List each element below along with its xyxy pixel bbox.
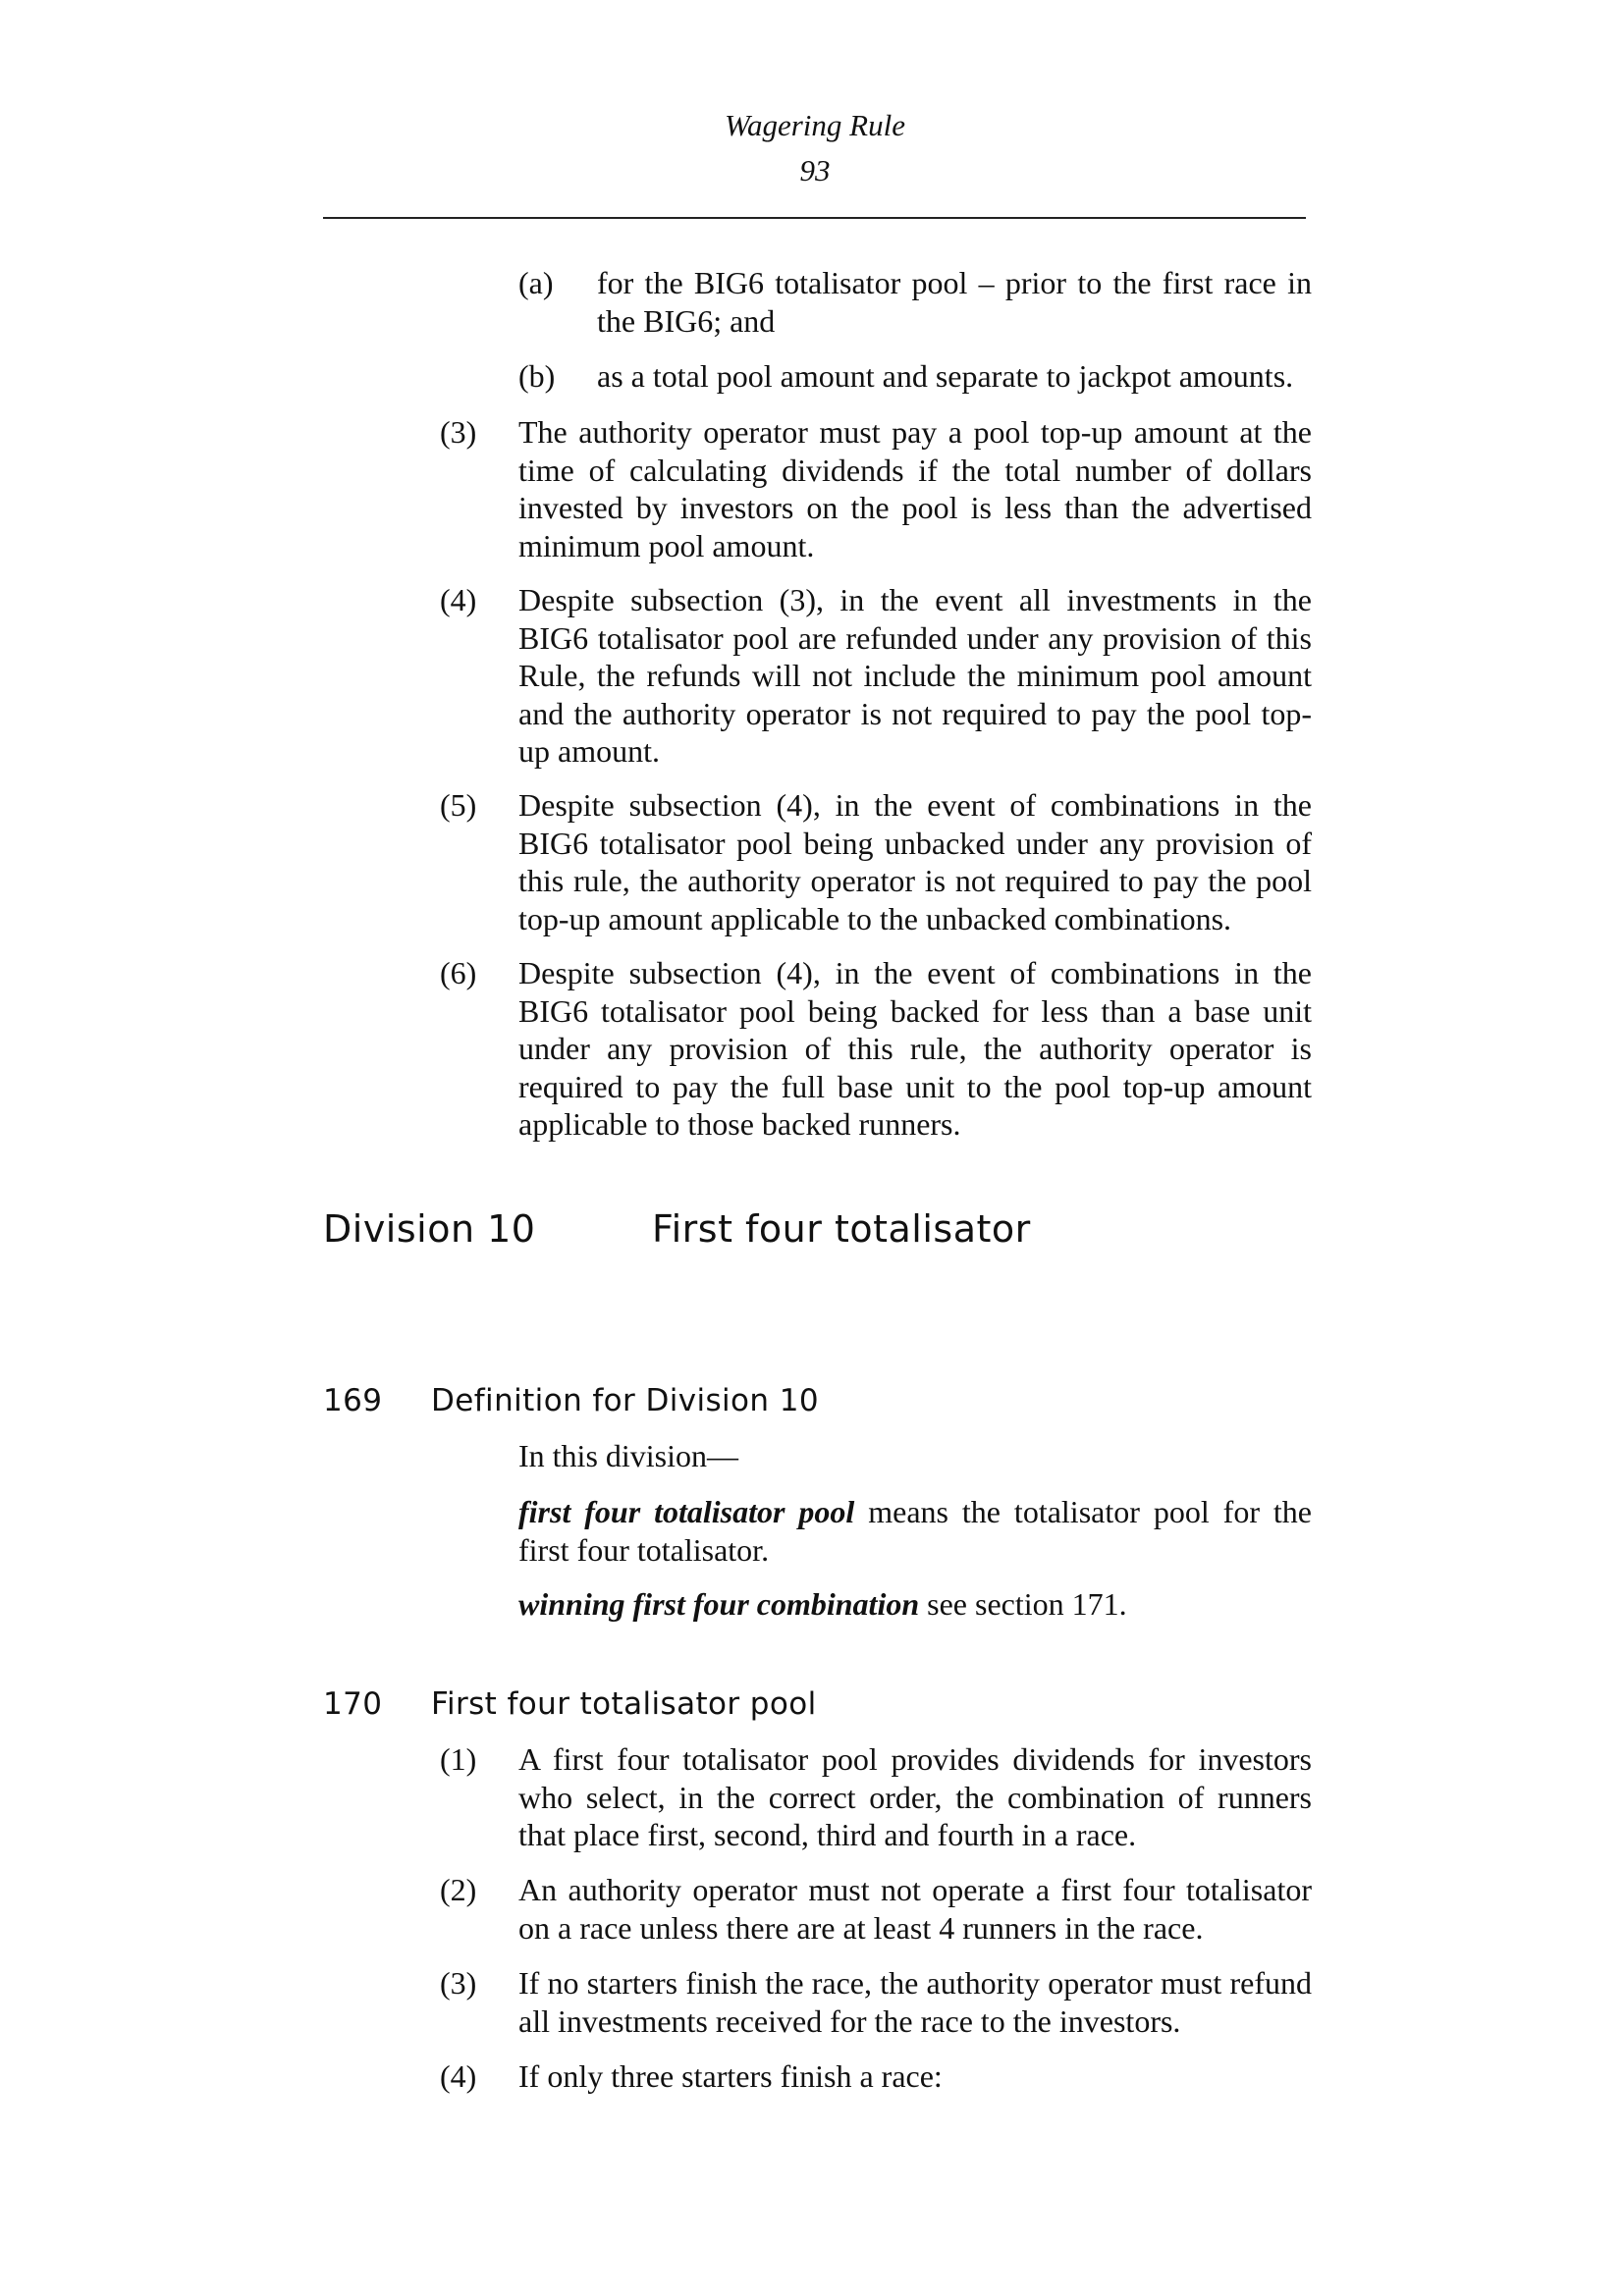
paragraph-label: (b) [518,358,556,394]
subsection-text: Despite subsection (3), in the event all investments in the BIG6 totalisator pool are refunded under any provision of this Rule, the refunds will not include the minimum pool amount and the authority operator is not required to pay the pool top-up amount. [518,582,1312,769]
subsection-label: (6) [440,955,477,990]
defined-term: first four totalisator pool [518,1494,855,1529]
section-title: Definition for Division 10 [431,1383,819,1418]
subsection-text: Despite subsection (4), in the event of combinations in the BIG6 totalisator pool being backed for less than a base unit under any provision of this rule, the authority operator is required to pay the full base unit to the pool top-up amount applicable to those backed runners. [518,955,1312,1142]
page-number: 93 [799,153,831,187]
page-title: Wagering Rule [725,108,905,142]
subsection-text: A first four totalisator pool provides dividends for investors who select, in the correct order, the combination of runners that place first, second, third and fourth in a race. [518,1741,1312,1852]
paragraph-text: as a total pool amount and separate to jackpot amounts. [597,358,1294,394]
subsection-label: (1) [440,1741,477,1777]
subsection-text: The authority operator must pay a pool top-up amount at the time of calculating dividends if the total number of dollars invested by investors on the pool is less than the advertised minimum pool amount. [518,414,1312,563]
subsection-text: Despite subsection (4), in the event of combinations in the BIG6 totalisator pool being unbacked under any provision of this rule, the authority operator is not required to pay the pool top-up amount applicable to the unbacked combinations. [518,787,1312,936]
header-divider [323,217,1306,219]
definition-text: means the totalisator pool for the first four totalisator. [518,1494,1313,1568]
definition-text: see section 171. [919,1586,1127,1622]
subsection-label: (3) [440,414,477,450]
subsection-text: If only three starters finish a race: [518,2058,943,2094]
paragraph-label: (a) [518,265,554,300]
subsection-label: (4) [440,582,477,617]
paragraph-text: for the BIG6 totalisator pool – prior to the first race in the BIG6; and [597,265,1312,339]
subsection-label: (5) [440,787,477,823]
subsection-text: An authority operator must not operate a first four totalisator on a race unless there are at least 4 runners in the race. [518,1872,1312,1946]
subsection-text: If no starters finish the race, the authority operator must refund all investments received for the race to the investors. [518,1965,1312,2039]
definition-entry [518,1585,1312,1624]
subsection-label: (3) [440,1965,477,2001]
subsection-label: (2) [440,1872,477,1907]
section-number: 169 [323,1383,383,1418]
subsection-label: (4) [440,2058,477,2094]
definition-intro: In this division— [518,1438,739,1473]
section-number: 170 [323,1686,383,1722]
division-number: Division 10 [323,1207,536,1251]
division-title: First four totalisator [652,1207,1031,1251]
definition-entry [518,1493,1312,1569]
section-title: First four totalisator pool [431,1686,817,1722]
defined-term: winning first four combination [518,1586,920,1622]
